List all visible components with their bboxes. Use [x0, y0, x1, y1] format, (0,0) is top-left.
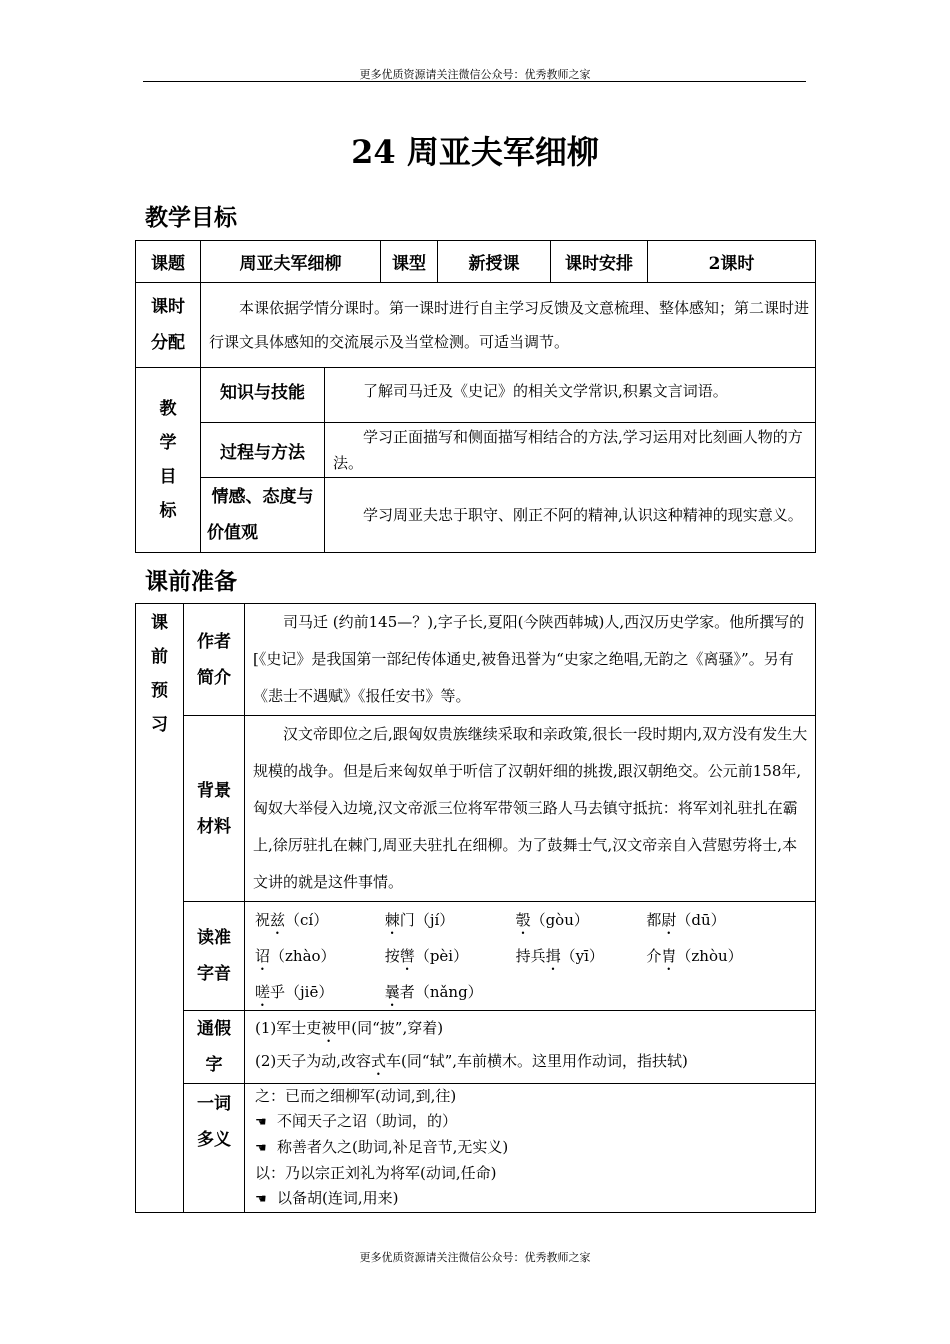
- label-background: 背景 材料: [184, 716, 245, 902]
- tongjia-list: [245, 1011, 816, 1084]
- pinyin-item: 按辔（pèi）: [384, 947, 469, 965]
- preparation-table: [135, 603, 816, 1213]
- pinyin-item: 诏（zhào）: [255, 947, 336, 965]
- section-title-prep: 课前准备: [145, 568, 237, 595]
- emotion-text: 学习周亚夫忠于职守、刚正不阿的精神,认识这种精神的现实意义。: [325, 478, 816, 553]
- pinyin-item: 持兵揖（yī）: [515, 947, 604, 965]
- author-text: 司马迁 (约前145—？),字子长,夏阳(今陕西韩城)人,西汉历史学家。他所撰写的[《史记》是我国第一部纪传体通史,被鲁迅誉为“史家之绝唱,无韵之《离骚》”。另有《悲士不遇赋》《报任安书》等。: [245, 604, 816, 716]
- label-preview: 课 前 预 习: [136, 604, 184, 1213]
- pinyin-item: 祝兹（cí）: [255, 911, 329, 929]
- label-emotion: 情感、态度与 价值观: [201, 478, 325, 553]
- pronunciation-list: [245, 902, 816, 1011]
- knowledge-text: 了解司马迁及《史记》的相关文学常识,积累文言词语。: [325, 368, 816, 423]
- value-schedule: 2课时: [648, 241, 816, 283]
- label-pronunciation: 读准 字音: [184, 902, 245, 1011]
- section-title-goals: 教学目标: [145, 204, 237, 231]
- label-tongjia: 通假 字: [184, 1011, 245, 1084]
- pinyin-item: 彀（gòu）: [515, 911, 589, 929]
- yici-line: ☚ 以备胡(连词,用来): [245, 1186, 815, 1212]
- label-topic: 课题: [136, 241, 201, 283]
- pinyin-row: [245, 902, 815, 938]
- label-allocation: 课时 分配: [136, 283, 201, 368]
- hand-pointer-icon: ☚: [255, 1141, 267, 1156]
- pinyin-item: 都尉（dū）: [646, 911, 726, 929]
- tongjia-line: (1)军士吏被甲(同“披”,穿着): [255, 1019, 444, 1037]
- label-type: 课型: [381, 241, 438, 283]
- value-topic: 周亚夫军细柳: [201, 241, 381, 283]
- yici-line: 之：已而之细柳军(动词,到,往): [255, 1087, 457, 1105]
- pinyin-item: 曩者（nǎng）: [384, 983, 483, 1001]
- label-teaching-goals: 教 学 目 标: [136, 368, 201, 553]
- value-type: 新授课: [438, 241, 551, 283]
- pinyin-item: 嗟乎（jiē）: [255, 983, 334, 1001]
- label-author: 作者 简介: [184, 604, 245, 716]
- allocation-text: 本课依据学情分课时。第一课时进行自主学习反馈及文意梳理、整体感知；第二课时进行课文具体感知的交流展示及当堂检测。可适当调节。: [201, 283, 816, 368]
- label-process: 过程与方法: [201, 423, 325, 478]
- page-header: 更多优质资源请关注微信公众号：优秀教师之家: [359, 68, 591, 81]
- hand-pointer-icon: ☚: [255, 1115, 267, 1130]
- label-knowledge: 知识与技能: [201, 368, 325, 423]
- background-text: 汉文帝即位之后,跟匈奴贵族继续采取和亲政策,很长一段时期内,双方没有发生大规模的战争。但是后来匈奴单于听信了汉朝奸细的挑拨,跟汉朝绝交。公元前158年,匈奴大举侵入边境,汉文帝派三位将军带领三路人马去镇守抵抗：将军刘礼驻扎在霸上,徐厉驻扎在棘门,周亚夫驻扎在细柳。为了鼓舞士气,汉文帝亲自入营慰劳将士,本文讲的就是这件事情。: [245, 716, 816, 902]
- page-title: 24 周亚夫军细柳: [351, 133, 599, 171]
- page-footer: 更多优质资源请关注微信公众号：优秀教师之家: [359, 1251, 591, 1264]
- pinyin-row: [245, 938, 815, 974]
- yici-line: ☚ 不闻天子之诏（助词，的）: [245, 1109, 815, 1135]
- process-text: 学习正面描写和侧面描写相结合的方法,学习运用对比刻画人物的方法。: [325, 423, 816, 478]
- header-divider: [143, 81, 806, 82]
- yici-list: [245, 1084, 816, 1213]
- tongjia-line: (2)天子为动,改容式车(同“轼”,车前横木。这里用作动词，指扶轼): [255, 1052, 688, 1070]
- label-schedule: 课时安排: [551, 241, 648, 283]
- pinyin-item: 棘门（jí）: [384, 911, 455, 929]
- pinyin-item: 介胄（zhòu）: [646, 947, 743, 965]
- yici-line: 以：乃以宗正刘礼为将军(动词,任命): [255, 1164, 497, 1182]
- pinyin-row: [245, 974, 815, 1010]
- yici-line: ☚ 称善者久之(助词,补足音节,无实义): [245, 1135, 815, 1161]
- hand-pointer-icon: ☚: [255, 1192, 267, 1207]
- teaching-goals-table: [135, 240, 816, 553]
- label-yici: 一词 多义: [184, 1084, 245, 1213]
